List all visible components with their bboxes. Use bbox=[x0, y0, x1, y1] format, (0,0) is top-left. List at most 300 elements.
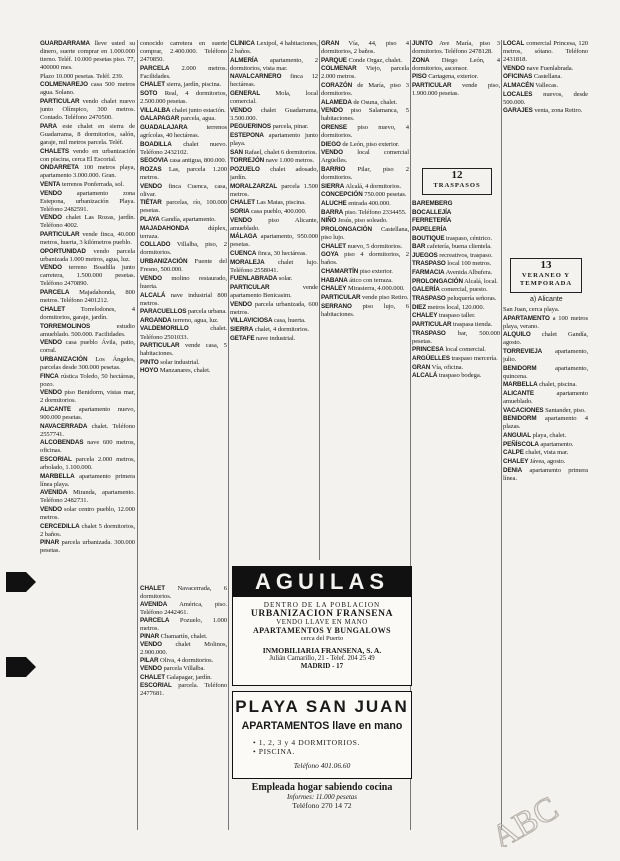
ad-line: Informes: 11.000 pesetas bbox=[286, 793, 358, 801]
classified-ad-heading: TIÉTAR bbox=[140, 199, 162, 207]
classified-ad bbox=[321, 141, 409, 149]
classified-ad bbox=[140, 241, 227, 257]
classified-ad bbox=[503, 40, 588, 64]
classified-ad-heading: PARACUELLOS bbox=[140, 308, 187, 316]
ad-line: cerca del Puerto bbox=[300, 635, 344, 642]
classified-ad-heading: PARTICULAR bbox=[230, 284, 270, 292]
classified-ad bbox=[321, 166, 409, 182]
classified-ad-text: Los Ángeles, parcelas desde 300.000 pesetas. bbox=[40, 355, 135, 371]
classified-ad bbox=[140, 674, 227, 682]
classified-ad bbox=[40, 373, 135, 389]
column-rule bbox=[228, 40, 229, 830]
classified-ad bbox=[503, 65, 588, 73]
classified-ad bbox=[40, 214, 135, 230]
classified-ad-text: solar. bbox=[278, 275, 293, 283]
classified-ad-text: apartamento junto playa. bbox=[230, 132, 318, 148]
classified-ad-heading: AVENIDA bbox=[40, 489, 68, 497]
classified-ad-text: nave 600 metros, oficinas. bbox=[40, 439, 135, 455]
classified-ad bbox=[40, 73, 135, 81]
classified-ad-text: parcela, agua. bbox=[180, 115, 216, 123]
section-label: TRASPASOS bbox=[433, 182, 481, 189]
classified-ad-text: apartamento. bbox=[540, 440, 574, 448]
classified-ad bbox=[140, 601, 227, 617]
classified-ad bbox=[40, 40, 135, 72]
classified-ad-text: chalet lujo. Teléfono 2558041. bbox=[230, 258, 318, 274]
classified-ad-text: terrenos Ponferrada, sol. bbox=[61, 180, 124, 188]
ad-line: DENTRO DE LA POBLACION bbox=[263, 601, 381, 609]
classified-ad-heading: ZONA bbox=[412, 56, 430, 64]
classified-ad bbox=[321, 191, 409, 199]
classified-ad-text: 750.000 pesetas. bbox=[364, 191, 407, 199]
classified-ad bbox=[230, 57, 318, 73]
ad-title: Empleada hogar sabiendo cocina bbox=[251, 782, 393, 793]
classified-ad-heading: CHALEY bbox=[412, 312, 438, 320]
classified-ad bbox=[140, 657, 227, 665]
classified-ad bbox=[230, 149, 318, 157]
classified-ad-heading: PINAR bbox=[40, 539, 60, 547]
classified-ad-heading: PILAR bbox=[140, 657, 159, 665]
classified-ad bbox=[40, 423, 135, 439]
classified-ad bbox=[40, 339, 135, 355]
classified-ad-heading: PARTICULAR bbox=[140, 342, 180, 350]
classified-ad-text: Mirasierra, 4.000.000. bbox=[347, 285, 405, 293]
classified-ad bbox=[230, 73, 318, 89]
classified-ad bbox=[503, 107, 588, 115]
classified-ad-heading: PARCELA bbox=[140, 64, 170, 72]
classified-ad-text: apartamento, 950.000 pesetas. bbox=[230, 233, 318, 249]
classified-ad-text: parcela, pinar. bbox=[272, 123, 309, 131]
classified-ad-text: traspaso bodega. bbox=[438, 372, 482, 380]
classified-ad-text: venta, zona Retiro. bbox=[534, 107, 583, 115]
classified-ad-text: parcela Villalba. bbox=[163, 665, 205, 673]
classified-ad bbox=[40, 289, 135, 305]
classified-ad-heading: VENDO bbox=[40, 264, 62, 272]
column-rule bbox=[137, 40, 138, 830]
classified-ad-heading: CHALET bbox=[140, 81, 165, 89]
classified-ad-text: piso Benidorm, vistas mar, 2 dormitorios. bbox=[40, 389, 135, 405]
classified-ad-text: parcela. Teléfono 2477681. bbox=[140, 681, 227, 697]
section-number: 12 bbox=[451, 169, 463, 181]
classified-ad-text: chalet Guadarrama, 3.500.000. bbox=[230, 106, 318, 122]
classified-ad bbox=[230, 40, 318, 56]
classified-column-1 bbox=[40, 40, 135, 840]
classified-ad-text: chalet adosado, jardín. bbox=[230, 166, 318, 182]
classified-ad-heading: VENDO bbox=[321, 107, 343, 115]
classified-ad-text: piso exterior. bbox=[359, 267, 393, 275]
classified-ad-heading: GARAJES bbox=[503, 107, 533, 115]
classified-ad-heading: HABANA bbox=[321, 276, 348, 284]
classified-ad bbox=[321, 65, 409, 81]
classified-ad bbox=[140, 90, 227, 106]
classified-ad-heading: VENDO bbox=[230, 216, 252, 224]
classified-ad bbox=[140, 65, 227, 81]
classified-ad-text: piso Alicante, amueblado. bbox=[230, 216, 318, 232]
classified-ad-text: local 100 metros. bbox=[447, 260, 492, 268]
classified-ad-heading: CUENCA bbox=[230, 250, 257, 258]
classified-ad bbox=[40, 264, 135, 288]
classified-ad-heading: VENDO bbox=[40, 189, 62, 197]
classified-ad bbox=[503, 91, 588, 107]
playa-san-juan-ad bbox=[232, 691, 412, 779]
classified-ad bbox=[140, 317, 227, 325]
classified-ad bbox=[230, 250, 318, 258]
classified-ad bbox=[40, 231, 135, 247]
classified-ad bbox=[412, 355, 500, 363]
classified-ad bbox=[230, 90, 318, 106]
classified-ad-text: vende apartamento Benicasim. bbox=[230, 284, 318, 300]
classified-ad bbox=[40, 190, 135, 214]
classified-ad bbox=[230, 208, 318, 216]
classified-ad-text: casa pueblo, 400.000. bbox=[251, 208, 307, 216]
classified-ad bbox=[412, 200, 500, 208]
classified-ad bbox=[503, 449, 588, 457]
classified-ad-heading: VENDO bbox=[140, 641, 162, 649]
classified-ad bbox=[412, 269, 500, 277]
classified-ad-heading: PAPELERÍA bbox=[412, 225, 447, 233]
classified-ad-text: casa, huerta. bbox=[273, 317, 306, 325]
classified-ad bbox=[321, 99, 409, 107]
ad-line: URBANIZACION FRANSENA bbox=[250, 609, 394, 619]
classified-ad-text: chalet, vista mar. bbox=[525, 449, 569, 457]
classified-ad-text: Galapagar, jardín. bbox=[166, 673, 212, 681]
classified-ad-text: Jesús, piso soleado. bbox=[337, 217, 388, 225]
classified-ad bbox=[230, 284, 318, 300]
classified-ad-text: metros local, 120.000. bbox=[427, 303, 485, 311]
classified-ad bbox=[503, 415, 588, 431]
classified-ad-text: finca 12 hectáreas. bbox=[230, 73, 318, 89]
ad-line: INMOBILIARIA FRANSENA, S. A. bbox=[262, 646, 382, 655]
classified-ad-heading: GRAN bbox=[321, 40, 340, 47]
classified-ad-text: bar, 500.000 pesetas. bbox=[412, 329, 500, 345]
classified-ad-heading: GUARDARRAMA bbox=[40, 40, 90, 47]
classified-ad-heading: MORALEJA bbox=[230, 258, 265, 266]
classified-ad-text: local comercial Argüelles. bbox=[321, 149, 409, 165]
classified-ad-heading: PARTICULAR bbox=[40, 231, 80, 239]
classified-ad-text: Miranda, apartamento. Teléfono 2482731. bbox=[40, 489, 135, 505]
classified-ad-text: vendo chalet nuevo junto Olímpico, 300 metros. Contado. Teléfono 2470500. bbox=[40, 98, 135, 122]
classified-ad-text: chalet junto estación. bbox=[171, 106, 226, 114]
classified-ad-text: lleve usted su dinero, suerte comprar en 1.000.000 tierno. Teléf. 10.000 pesetas piso. 77, 400000 mes. bbox=[40, 40, 135, 72]
classified-ad-heading: URBANIZACIÓN bbox=[140, 258, 188, 266]
classified-ad-text: rústica Toledo, 50 hectáreas, pozo. bbox=[40, 372, 135, 388]
classified-ad-heading: BOADILLA bbox=[140, 140, 172, 148]
classified-ad bbox=[40, 489, 135, 505]
classified-ad bbox=[140, 367, 227, 375]
classified-ad-heading: CHALET bbox=[140, 673, 165, 681]
classified-ad bbox=[140, 141, 227, 157]
classified-ad bbox=[40, 98, 135, 122]
classified-ad bbox=[503, 441, 588, 449]
classified-ad-text: Vía, oficina. bbox=[431, 363, 464, 371]
section-number: 13 bbox=[540, 259, 552, 271]
classified-ad-heading: CONCEPCIÓN bbox=[321, 191, 363, 199]
classified-ad-heading: VACACIONES bbox=[503, 406, 544, 414]
classified-ad-text: Las Matas, piscina. bbox=[256, 199, 306, 207]
classified-ad-heading: MARBELLA bbox=[503, 381, 538, 389]
punch-mark bbox=[6, 657, 26, 677]
classified-ad bbox=[321, 40, 409, 56]
classified-ad bbox=[40, 389, 135, 405]
classified-ad-heading: TRASPASO bbox=[412, 295, 446, 303]
classified-ad-heading: NAVALCARNERO bbox=[230, 73, 282, 81]
classified-ad bbox=[140, 199, 227, 215]
classified-ad-heading: DIEZ bbox=[412, 303, 426, 311]
classified-column-6-veraneo bbox=[503, 306, 588, 826]
classified-ad-text: estudio amueblado. 500.000. Facilidades. bbox=[40, 322, 135, 338]
classified-ad-text: apartamento primera línea playa. bbox=[40, 472, 135, 488]
classified-ad-heading: COLMENAR bbox=[321, 65, 357, 73]
classified-ad-heading: CERCEDILLA bbox=[40, 522, 80, 530]
classified-ad-text: solar industrial. bbox=[160, 358, 200, 366]
classified-ad-heading: PROLONGACIÓN bbox=[412, 277, 463, 285]
classified-ad-heading: PARCELA bbox=[40, 289, 70, 297]
classified-ad bbox=[40, 439, 135, 455]
classified-ad-text: Lexipol, 4 habitaciones, 2 baños. bbox=[230, 40, 318, 56]
classified-ad-text: apartamento, julio. bbox=[503, 348, 588, 364]
classified-ad-heading: VENDO bbox=[503, 64, 525, 72]
classified-ad-heading: CLÍNICA bbox=[230, 40, 255, 47]
punch-mark bbox=[6, 572, 26, 592]
classified-ad-text: apartamento amueblado. bbox=[503, 390, 588, 406]
classified-ad-text: vendo parcela urbanizada 1.000 metros, agua, luz. bbox=[40, 247, 135, 263]
classified-ad-text: Oliva, 4 dormitorios. bbox=[159, 657, 214, 665]
classified-ad-heading: VILLALBA bbox=[140, 106, 171, 114]
classified-ad-heading: MORALZARZAL bbox=[230, 182, 278, 190]
classified-ad-text: casa pueblo Ávila, patio, corral. bbox=[40, 339, 135, 355]
classified-ad-text: traspasa tienda. bbox=[453, 320, 493, 328]
classified-ad-text: casa antigua, 800.000. bbox=[169, 157, 227, 165]
classified-ad bbox=[503, 390, 588, 406]
classified-ad-heading: ALMERÍA bbox=[230, 56, 258, 64]
classified-ad-heading: PROLONGACIÓN bbox=[321, 225, 372, 233]
classified-ad-text: Vallecas. bbox=[535, 82, 558, 90]
classified-ad bbox=[40, 523, 135, 539]
classified-ad-text: nave Fuenlabrada. bbox=[526, 64, 574, 72]
classified-ad-heading: CHALETS bbox=[40, 147, 70, 155]
classified-ad-heading: BOUTIQUE bbox=[412, 234, 445, 242]
classified-ad-heading: PINTO bbox=[140, 358, 159, 366]
classified-ad-heading: PARQUE bbox=[321, 56, 347, 64]
classified-ad-text: Ave María, piso 3 dormitorios. Teléfono 2478128. bbox=[412, 40, 500, 56]
classified-ad-text: apartamento primera línea. bbox=[503, 466, 588, 482]
classified-ad-heading: DIEGO bbox=[321, 140, 341, 148]
classified-ad-heading: BAR bbox=[412, 243, 426, 251]
classified-ad bbox=[412, 226, 500, 234]
classified-ad-heading: ANGUIAL bbox=[503, 432, 531, 440]
classified-ad-text: traspaso mercería. bbox=[451, 354, 498, 362]
classified-ad bbox=[321, 285, 409, 293]
classified-ad bbox=[503, 306, 588, 314]
classified-ad-text: San Juan, cerca playa. bbox=[503, 306, 560, 313]
classified-ad bbox=[140, 682, 227, 698]
classified-ad bbox=[412, 82, 500, 98]
ad-title: AGUILAS bbox=[233, 567, 411, 597]
section-subheading: a) Alicante bbox=[530, 296, 563, 303]
aguilas-ad bbox=[232, 566, 412, 686]
classified-ad-text: nave 1.000 metros. bbox=[265, 157, 315, 165]
classified-ad bbox=[140, 115, 227, 123]
classified-ad-heading: VENDO bbox=[230, 300, 252, 308]
classified-ad-text: apartamento 4 plazas. bbox=[503, 415, 588, 431]
classified-ad bbox=[503, 432, 588, 440]
classified-ad-text: Pilar, piso 2 dormitorios. bbox=[321, 166, 409, 182]
classified-ad-heading: ONDARRETA bbox=[40, 164, 79, 172]
classified-ad bbox=[230, 275, 318, 283]
classified-ad bbox=[230, 107, 318, 123]
classified-ad bbox=[40, 248, 135, 264]
classified-ad-heading: CHAMARTÍN bbox=[321, 267, 359, 275]
classified-ad-text: chalet nuevo. Teléfono 2432102. bbox=[140, 140, 227, 156]
classified-ad bbox=[140, 275, 227, 291]
classified-ad bbox=[321, 294, 409, 302]
classified-ad bbox=[140, 258, 227, 274]
classified-ad-text: ático con terraza. bbox=[349, 276, 393, 284]
classified-ad-text: América, piso. Teléfono 2442461. bbox=[140, 601, 227, 617]
classified-ad-heading: VENTA bbox=[40, 180, 61, 188]
classified-ad-heading: CHALEY bbox=[321, 285, 347, 293]
classified-ad-heading: SEGOVIA bbox=[140, 157, 168, 165]
classified-ad-text: peluquería señoras. bbox=[447, 295, 497, 303]
classified-ad-heading: PRINCESA bbox=[412, 346, 444, 354]
classified-ad bbox=[140, 359, 227, 367]
classified-ad-heading: BAREMBERG bbox=[412, 200, 453, 207]
classified-ad-text: parcela urbana. bbox=[187, 308, 227, 316]
classified-ad-text: playa, chalet. bbox=[532, 432, 567, 440]
classified-ad-text: chalet. Teléfono 2557741. bbox=[40, 422, 135, 438]
classified-ad-text: Majadahonda, 800 metros. Teléfono 2401212. bbox=[40, 289, 135, 305]
classified-ad-heading: VENDO bbox=[140, 274, 162, 282]
classified-ad-heading: ESCORIAL bbox=[40, 456, 72, 463]
classified-ad bbox=[230, 326, 318, 334]
classified-ad-heading: APARTAMENTO bbox=[503, 314, 550, 322]
classified-ad bbox=[412, 217, 500, 225]
empleada-hogar-ad bbox=[232, 782, 412, 820]
classified-ad-text: cafetería, buena clientela. bbox=[426, 243, 492, 251]
classified-ad-text: vende finca, 40.000 metros, huerta, 3 kilómetros pueblo. bbox=[40, 231, 135, 247]
classified-ad bbox=[321, 200, 409, 208]
classified-column-4 bbox=[321, 40, 409, 575]
classified-ad-text: vendo en urbanización con piscina, cerca El Escorial. bbox=[40, 147, 135, 163]
classified-ad bbox=[503, 348, 588, 364]
classified-ad bbox=[412, 243, 500, 251]
ad-line: APARTAMENTOS Y BUNGALOWS bbox=[252, 626, 392, 635]
classified-ad-text: Santander, piso. bbox=[545, 406, 586, 414]
classified-ad-text: vende casa, 5 habitaciones. bbox=[140, 342, 227, 358]
classified-ad-heading: CHALET bbox=[40, 305, 65, 313]
classified-ad-text: apartamento, 2 dormitorios, vista mar. bbox=[230, 56, 318, 72]
classified-ad bbox=[140, 292, 227, 308]
classified-ad-heading: SIERRA bbox=[230, 326, 254, 334]
classified-ad bbox=[140, 585, 227, 601]
column-rule bbox=[319, 40, 320, 560]
classified-ad-heading: VENDO bbox=[140, 182, 162, 190]
classified-ad-heading: PARA bbox=[40, 122, 57, 130]
classified-ad-text: Diego León, 4 dormitorios, ascensor. bbox=[412, 56, 500, 72]
classified-ad-heading: VENDO bbox=[40, 389, 62, 397]
classified-ad-heading: ESCORIAL bbox=[140, 681, 172, 689]
classified-ad-heading: CORAZÓN bbox=[321, 82, 353, 90]
classified-ad-text: sierra, jardín, piscina. bbox=[166, 81, 222, 89]
classified-ad-heading: TRASPASO bbox=[412, 329, 446, 337]
classified-ad-text: chalet, 4 dormitorios. bbox=[254, 326, 309, 334]
classified-ad-heading: COLLADO bbox=[140, 241, 171, 249]
classified-ad-text: comercial, puesto. bbox=[441, 286, 488, 294]
classified-ad-text: parcela 2.000 metros, arbolado, 1.100.000. bbox=[40, 456, 135, 472]
classified-ad bbox=[140, 342, 227, 358]
abc-watermark-logo bbox=[458, 787, 608, 847]
classified-ad-heading: VENDO bbox=[40, 339, 62, 347]
classified-ad-heading: ALQUILO bbox=[503, 331, 531, 339]
classified-ad bbox=[412, 312, 500, 320]
classified-ad bbox=[412, 252, 500, 260]
classified-ad-heading: PARTICULAR bbox=[321, 293, 361, 301]
classified-ad-text: parcela urbanizada, 600 metros. bbox=[230, 300, 318, 316]
classified-ad bbox=[321, 217, 409, 225]
classified-ad-heading: CHALET bbox=[321, 242, 346, 250]
classified-ad-text: finca Cuenca, casa, olivar. bbox=[140, 182, 227, 198]
classified-ad bbox=[40, 306, 135, 322]
classified-ad-heading: JUEGOS bbox=[412, 251, 438, 259]
classified-ad-heading: ALCALÁ bbox=[412, 372, 438, 380]
classified-ad-heading: VENDO bbox=[140, 665, 162, 673]
classified-ad-heading: GALERÍA bbox=[412, 286, 440, 294]
classified-column-5-top bbox=[412, 40, 500, 165]
classified-ad-heading: TORREMOLINOS bbox=[40, 322, 91, 330]
classified-ad-text: Navacerrada, 6 dormitorios. bbox=[140, 585, 227, 601]
watermark-text: ABC bbox=[485, 789, 565, 847]
classified-ad-heading: CHALET bbox=[230, 199, 255, 207]
ad-line: Julián Camarillo, 21 - Telef. 204 25 49 bbox=[269, 655, 375, 662]
classified-ad-text: Alcalá, 4 dormitorios. bbox=[345, 182, 402, 190]
classified-ad-heading: SIERRA bbox=[321, 182, 345, 190]
classified-ad-text: traspaso taller. bbox=[438, 312, 476, 320]
classified-ad-heading: ALICANTE bbox=[40, 405, 72, 413]
classified-ad-heading: FARMACIA bbox=[412, 269, 445, 277]
classified-ad bbox=[140, 216, 227, 224]
classified-ad-heading: GOYA bbox=[321, 251, 339, 259]
classified-ad-heading: ALMACÉN bbox=[503, 82, 534, 90]
classified-ad bbox=[140, 124, 227, 140]
classified-ad-text: nave industrial. bbox=[256, 334, 296, 342]
classified-ad bbox=[230, 217, 318, 233]
classified-ad-heading: TORREVIEJA bbox=[503, 348, 543, 356]
classified-ad-text: casa 500 metros agua. Solano. bbox=[40, 81, 135, 97]
classified-ad-text: Avenida Albufera. bbox=[445, 269, 493, 277]
classified-ad bbox=[140, 641, 227, 657]
classified-ad bbox=[230, 317, 318, 325]
classified-ad-text: piso lujo, 6 habitaciones. bbox=[321, 302, 409, 318]
classified-ad-heading: BENIDORM bbox=[503, 364, 537, 372]
classified-ad-heading: FERRETERÍA bbox=[412, 217, 452, 225]
classified-ad-text: piso Salamanca, 5 habitaciones. bbox=[321, 107, 409, 123]
classified-ad-text: nuevo, 5 dormitorios. bbox=[347, 242, 403, 250]
classified-ad-heading: ALCALÁ bbox=[140, 291, 166, 299]
classified-ad-text: recreativos, traspaso. bbox=[439, 251, 493, 259]
classified-ad-text: de María, piso 3 dormitorios. bbox=[321, 82, 409, 98]
classified-ad bbox=[140, 325, 227, 341]
classified-ad-text: Chamartín, chalet. bbox=[160, 633, 208, 641]
classified-ad-heading: BARRA bbox=[321, 208, 344, 216]
classified-column-6-top bbox=[503, 40, 588, 250]
classified-ad-text: chalet Las Rozas, jardín. Teléfono 4002. bbox=[40, 214, 135, 230]
classified-ad-text: este chalet en sierra de Guadarrama, 8 dormitorios, salón, garaje, mil metros parcela. Teléf. bbox=[40, 122, 135, 146]
classified-ad-heading: TORREJÓN bbox=[230, 157, 265, 165]
classified-ad-text: parcela urbanizada. 300.000 pesetas. bbox=[40, 539, 135, 555]
classified-ad bbox=[140, 665, 227, 673]
classified-ad bbox=[140, 617, 227, 633]
classified-ad bbox=[412, 40, 500, 56]
classified-ad-text: Castellana, piso lujo. bbox=[321, 225, 409, 241]
